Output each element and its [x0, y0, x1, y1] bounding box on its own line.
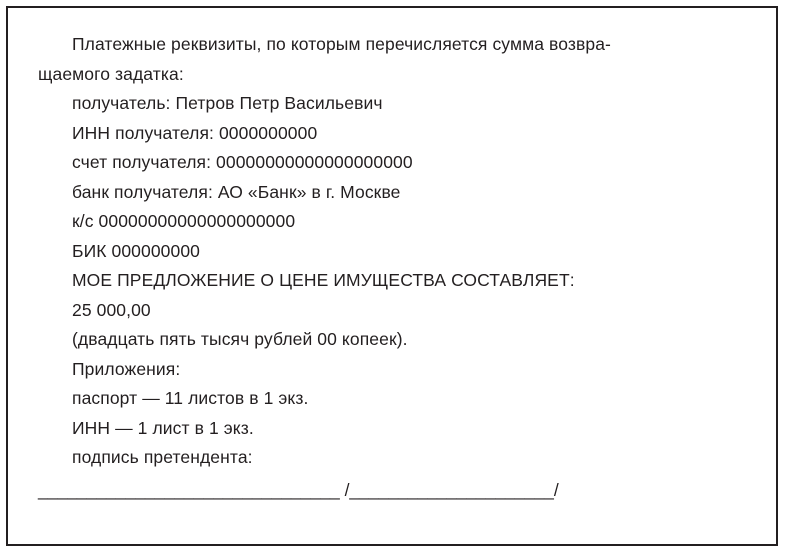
- price-offer-amount-words: (двадцать пять тысяч рублей 00 копеек).: [72, 329, 408, 349]
- detail-inn: ИНН получателя: 0000000000: [72, 122, 318, 143]
- signature-blank-line: _______________________________ /_____________________/: [38, 479, 559, 500]
- detail-bik: БИК 000000000: [72, 240, 201, 261]
- document-body: [38, 30, 756, 507]
- price-offer-amount: 25 000,00: [72, 299, 151, 320]
- attachments-heading: Приложения:: [72, 358, 181, 379]
- signature-label: подпись претендента:: [72, 447, 253, 467]
- paragraph-line-2: щаемого задатка:: [38, 63, 184, 84]
- detail-account: счет получателя: 00000000000000000000: [72, 152, 413, 172]
- detail-recipient: получатель: Петров Петр Васильевич: [72, 93, 383, 113]
- detail-bank: банк получателя: АО «Банк» в г. Москве: [72, 181, 401, 202]
- attachment-passport: паспорт — 11 листов в 1 экз.: [72, 388, 309, 408]
- document-page: [6, 6, 778, 546]
- price-offer-heading: МОЕ ПРЕДЛОЖЕНИЕ О ЦЕНЕ ИМУЩЕСТВА СОСТАВЛЯЕТ:: [72, 270, 575, 290]
- paragraph-line-1: Платежные реквизиты, по которым перечисляется сумма возвра-: [72, 34, 611, 54]
- attachment-inn: ИНН — 1 лист в 1 экз.: [72, 417, 254, 438]
- detail-corr-account: к/с 00000000000000000000: [72, 211, 296, 231]
